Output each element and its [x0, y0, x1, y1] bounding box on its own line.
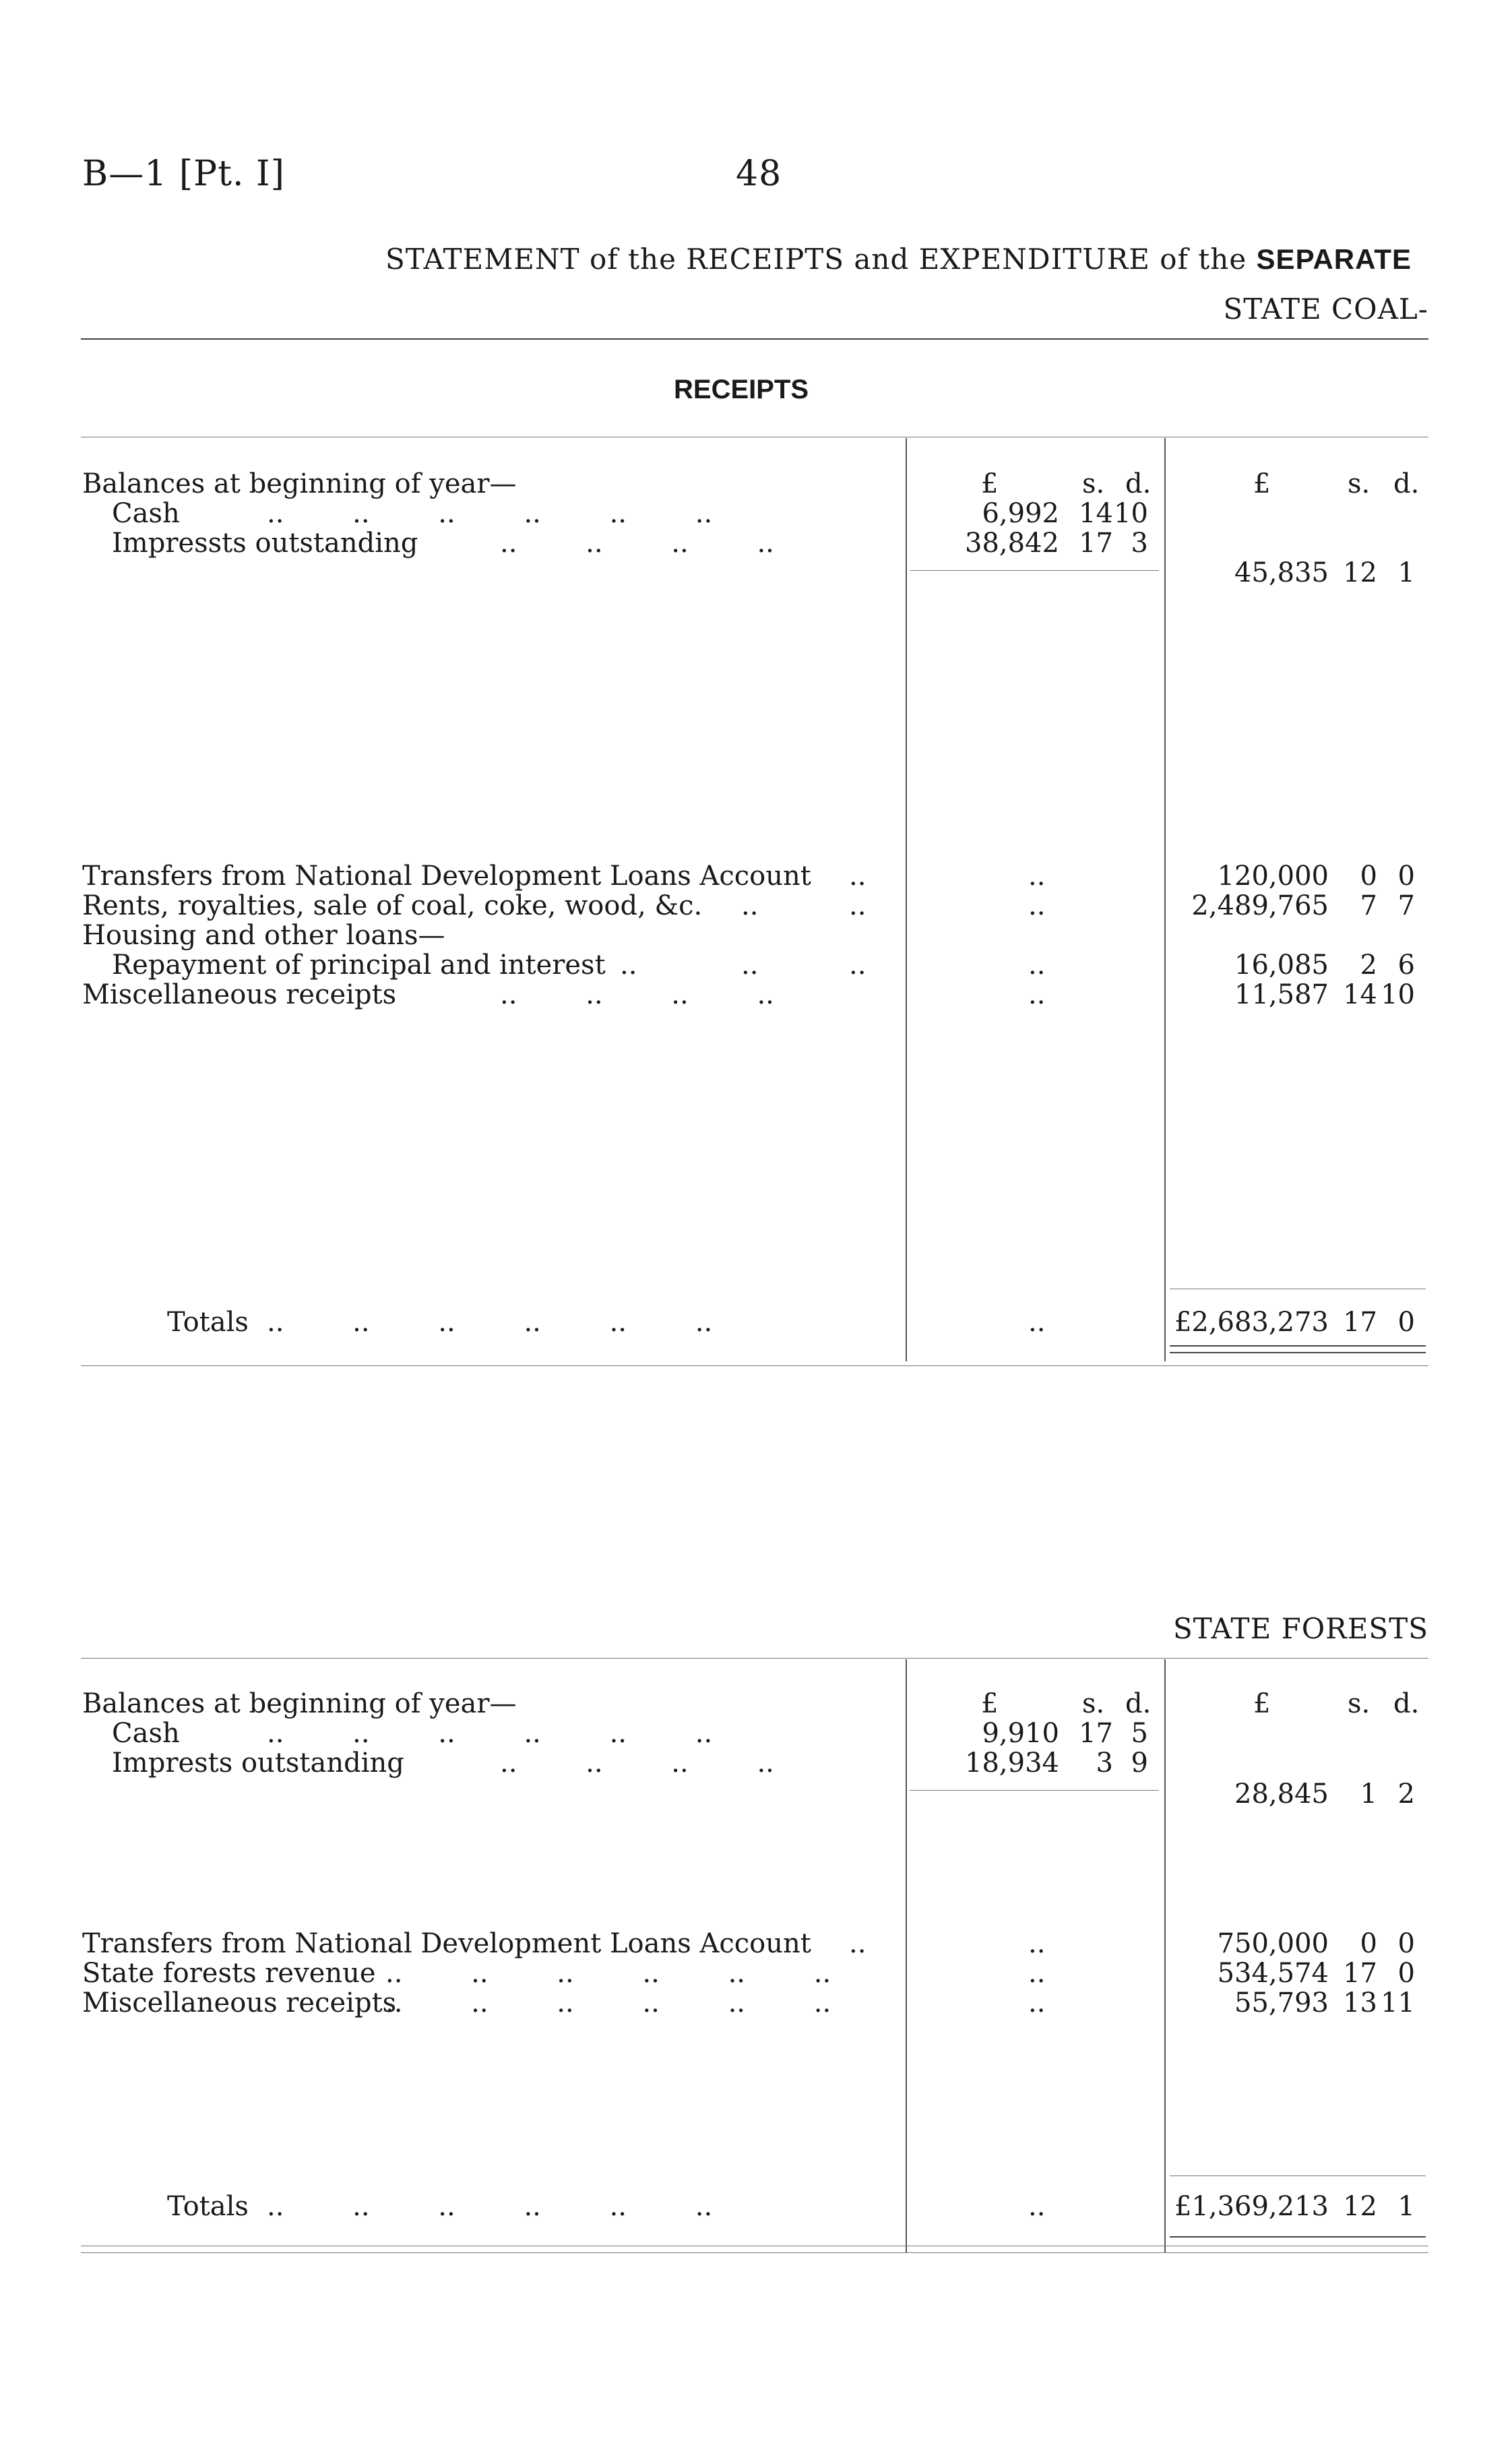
item-pence: 7 — [1397, 890, 1415, 921]
item-pence: 10 — [1381, 979, 1415, 1010]
balances-total-pounds: 45,835 — [1234, 557, 1329, 588]
col-head-pence: d. — [1125, 468, 1152, 499]
item-shillings: 0 — [1360, 861, 1377, 892]
item-shillings: 2 — [1360, 950, 1377, 981]
forests-heading: STATE FORESTS — [1173, 1612, 1428, 1645]
item-shillings: 17 — [1343, 1958, 1377, 1989]
leader-dots: .. — [1028, 890, 1046, 921]
totals-shillings: 12 — [1343, 2191, 1377, 2222]
totals-pence: 1 — [1397, 2191, 1415, 2222]
balances-total-pounds: 28,845 — [1234, 1779, 1329, 1810]
item-pounds: 11,587 — [1234, 979, 1329, 1010]
cash-pounds: 9,910 — [982, 1718, 1059, 1749]
leader-dots: .. — [1028, 2191, 1046, 2222]
leader-dots: .. .. .. .. — [500, 1748, 774, 1779]
item-pounds: 120,000 — [1217, 861, 1329, 892]
col-head-pence: d. — [1393, 468, 1420, 499]
leader-dots: .. — [849, 1928, 867, 1959]
leader-dots: .. .. .. .. .. .. — [385, 1987, 831, 2018]
item-pounds: 750,000 — [1217, 1928, 1329, 1959]
cash-pounds: 6,992 — [982, 498, 1059, 529]
leader-dots: .. — [1028, 1958, 1046, 1989]
balances-label: Balances at beginning of year— — [82, 1688, 517, 1719]
col-head-shillings: s. — [1348, 1688, 1371, 1719]
imprests-shillings: 17 — [1079, 528, 1113, 559]
imprests-pounds: 38,842 — [965, 528, 1059, 559]
leader-dots: .. .. .. .. .. .. — [267, 498, 713, 529]
imprests-pounds: 18,934 — [965, 1748, 1059, 1779]
item-label: Miscellaneous receipts — [82, 979, 397, 1010]
leader-dots: .. — [741, 890, 759, 921]
leader-dots: .. .. .. .. .. .. — [385, 1958, 831, 1989]
totals-double-rule — [1170, 2236, 1426, 2238]
leader-dots: .. .. .. .. .. .. — [267, 1718, 713, 1749]
statement-title — [385, 245, 1412, 274]
leader-dots: .. — [1028, 1307, 1046, 1338]
cash-shillings: 14 — [1079, 498, 1113, 529]
item-shillings: 7 — [1360, 890, 1377, 921]
subtotal-rule — [910, 570, 1159, 571]
col-head-pence: d. — [1393, 1688, 1420, 1719]
item-pounds: 2,489,765 — [1191, 890, 1329, 921]
col-head-pound: £ — [1253, 1688, 1271, 1719]
col-head-pound: £ — [981, 468, 999, 499]
item-label: Repayment of principal and interest — [112, 950, 606, 981]
imprests-label: Impressts outstanding — [112, 528, 418, 559]
leader-dots: .. .. .. .. — [500, 528, 774, 559]
document-reference: B—1 [Pt. I] — [82, 154, 285, 194]
item-pence: 0 — [1397, 1928, 1415, 1959]
cash-label: Cash — [112, 1718, 180, 1749]
totals-shillings: 17 — [1343, 1307, 1377, 1338]
column-divider-2 — [1164, 438, 1166, 1361]
item-pence: 0 — [1397, 861, 1415, 892]
totals-pounds: £2,683,273 — [1174, 1307, 1329, 1338]
statement-title-text: STATEMENT of the RECEIPTS and EXPENDITURE of the — [385, 243, 1247, 276]
leader-dots: .. — [849, 861, 867, 892]
leader-dots: .. — [1028, 1928, 1046, 1959]
imprests-pence: 3 — [1131, 528, 1148, 559]
cash-shillings: 17 — [1079, 1718, 1113, 1749]
leader-dots: .. — [849, 890, 867, 921]
leader-dots: .. .. .. .. — [500, 979, 774, 1010]
cash-pence: 10 — [1114, 498, 1148, 529]
item-pounds: 55,793 — [1234, 1987, 1329, 2018]
page-number: 48 — [736, 154, 782, 194]
statement-title-separate: SEPARATE — [1256, 243, 1412, 275]
item-pence: 0 — [1397, 1958, 1415, 1989]
leader-dots: .. — [620, 950, 637, 981]
column-divider-1 — [906, 438, 907, 1361]
imprests-label: Imprests outstanding — [112, 1748, 404, 1779]
item-pence: 11 — [1381, 1987, 1415, 2018]
column-divider-1 — [906, 1659, 907, 2252]
statement-subtitle: STATE COAL- — [1223, 292, 1428, 326]
totals-double-rule — [1170, 1352, 1426, 1353]
col-head-pound: £ — [981, 1688, 999, 1719]
totals-label: Totals — [167, 2191, 249, 2222]
balances-total-shillings: 12 — [1343, 557, 1377, 588]
item-label: Rents, royalties, sale of coal, coke, wood, &c. — [82, 890, 703, 921]
balances-label: Balances at beginning of year— — [82, 468, 517, 499]
item-label: State forests revenue — [82, 1958, 376, 1989]
col-head-pound: £ — [1253, 468, 1271, 499]
balances-total-shillings: 1 — [1360, 1779, 1377, 1810]
col-head-shillings: s. — [1348, 468, 1371, 499]
item-label: Housing and other loans— — [82, 920, 445, 951]
totals-label: Totals — [167, 1307, 249, 1338]
balances-total-pence: 1 — [1397, 557, 1415, 588]
leader-dots: .. — [1028, 861, 1046, 892]
item-shillings: 13 — [1343, 1987, 1377, 2018]
column-divider-2 — [1164, 1659, 1166, 2252]
item-label: Transfers from National Development Loans Account — [82, 1928, 811, 1959]
cash-pence: 5 — [1131, 1718, 1148, 1749]
subtotal-rule — [910, 1790, 1159, 1791]
leader-dots: .. .. .. .. .. .. — [267, 1307, 713, 1338]
leader-dots: .. — [1028, 1987, 1046, 2018]
col-head-shillings: s. — [1082, 1688, 1105, 1719]
imprests-pence: 9 — [1131, 1748, 1148, 1779]
rule-top — [81, 338, 1428, 340]
item-pence: 6 — [1397, 950, 1415, 981]
cash-label: Cash — [112, 498, 180, 529]
totals-double-rule — [1170, 1345, 1426, 1347]
leader-dots: .. — [1028, 950, 1046, 981]
col-head-shillings: s. — [1082, 468, 1105, 499]
rule-section-end — [81, 1365, 1428, 1366]
item-label: Miscellaneous receipts — [82, 1987, 397, 2018]
item-shillings: 14 — [1343, 979, 1377, 1010]
item-pounds: 16,085 — [1234, 950, 1329, 981]
leader-dots: .. — [741, 950, 759, 981]
leader-dots: .. .. .. .. .. .. — [267, 2191, 713, 2222]
item-pounds: 534,574 — [1217, 1958, 1329, 1989]
leader-dots: .. — [849, 950, 867, 981]
receipts-heading: RECEIPTS — [674, 375, 809, 404]
item-shillings: 0 — [1360, 1928, 1377, 1959]
totals-pounds: £1,369,213 — [1174, 2191, 1329, 2222]
totals-pence: 0 — [1397, 1307, 1415, 1338]
balances-total-pence: 2 — [1397, 1779, 1415, 1810]
leader-dots: .. — [1028, 979, 1046, 1010]
imprests-shillings: 3 — [1096, 1748, 1113, 1779]
col-head-pence: d. — [1125, 1688, 1152, 1719]
item-label: Transfers from National Development Loans Account — [82, 861, 811, 892]
rule-section-end — [81, 2252, 1428, 2253]
rule-forests-head — [81, 1658, 1428, 1659]
